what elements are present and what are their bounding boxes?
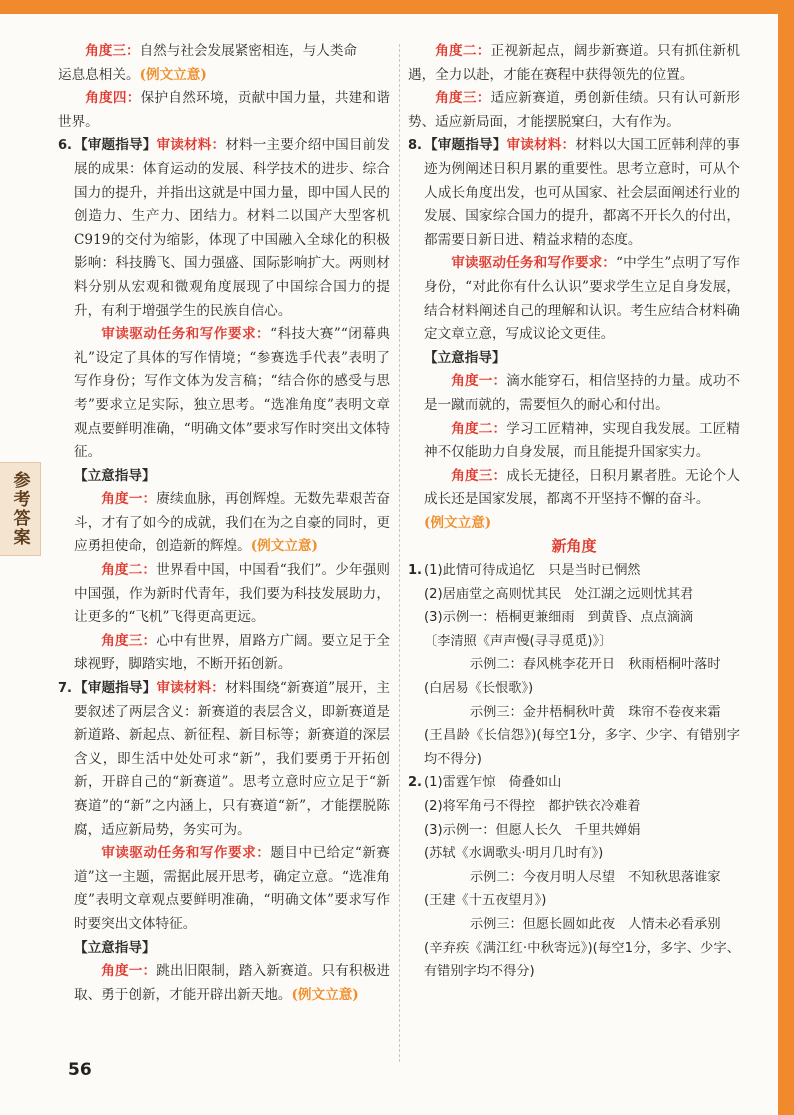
bracket-heading: 【立意指导】 (74, 467, 156, 484)
answer-line: 示例三：金井梧桐秋叶黄 珠帘不卷夜来霜 (470, 704, 721, 720)
text-run: 世界看中国，中国看“我们”。少年强则中国强，作为新时代青年，我们要为科技发展助力，让更多的“飞机”飞得更高更远。 (74, 562, 390, 626)
answer-line: (1)此情可待成追忆 只是当时已惘然 (424, 563, 641, 579)
example-theme-tag (424, 512, 740, 536)
angle-paragraph (74, 488, 390, 559)
text-run: 成长无捷径，日积月累者胜。无论个人成长还是国家发展，都离不开坚持不懈的奋斗。 (424, 467, 741, 508)
theme-guide-heading (74, 937, 390, 961)
question-number: 8. (408, 138, 422, 154)
question-number: 1. (408, 563, 422, 579)
bracket-heading: 【立意指导】 (74, 939, 156, 956)
keyword-label: 角度一： (451, 373, 507, 390)
keyword-label: 角度二： (435, 43, 491, 59)
right-column (408, 40, 740, 984)
keyword-label: 审读驱动任务和写作要求： (101, 845, 271, 862)
angle-paragraph (424, 418, 740, 465)
right-accent-bar (778, 0, 794, 1115)
question-body (424, 134, 740, 535)
side-tab-answers (0, 462, 41, 556)
keyword-label: 审读材料： (156, 680, 225, 697)
question-number: 7. (58, 681, 72, 697)
keyword-label: 审读材料： (506, 137, 576, 154)
keyword-label: 角度三： (85, 43, 140, 59)
question-number: 2. (408, 775, 422, 791)
answer-2 (408, 771, 740, 983)
answer-source: (白居易《长恨歌》) (424, 681, 534, 697)
answer-body (424, 771, 740, 983)
task-requirement (424, 252, 740, 346)
keyword-label: 角度三： (101, 632, 157, 649)
answer-line: 示例二：春风桃李花开日 秋雨梧桐叶落时 (470, 657, 721, 673)
theme-guide-heading (74, 465, 390, 489)
review-guide (74, 677, 390, 842)
question-8 (408, 134, 740, 535)
angle-paragraph (58, 87, 390, 134)
keyword-label: 角度二： (451, 420, 507, 437)
keyword-label: 审读材料： (156, 137, 226, 154)
text-run: 保护自然环境，贡献中国力量，共建和谐世界。 (58, 90, 391, 130)
example-theme-tag: (例文立意) (139, 66, 207, 83)
text-run: 题目中已给定“新赛道”这一主题，需据此展开思考，确定立意。“选准角度”表明文章观点要鲜明准确，“明确文体”要求写作时要突出文体特征。 (74, 845, 391, 932)
text-run: 材料以大国工匠韩利萍的事迹为例阐述日积月累的重要性。思考立意时，可从个人成长角度出发，也可从国家、社会层面阐述行业的发展、国家综合国力的提升，都离不开长久的付出，都需要日新日进、精益求精的态度。 (424, 137, 741, 248)
answer-source: (苏轼《水调歌头·明月几时有》) (424, 846, 604, 862)
bracket-heading: 【审题指导】 (74, 680, 157, 697)
keyword-label: 角度二： (101, 562, 157, 579)
example-theme-tag: (例文立意) (291, 986, 359, 1003)
angle-paragraph (58, 40, 390, 64)
bracket-heading: 【审题指导】 (74, 137, 157, 154)
theme-guide-heading (424, 347, 740, 371)
text-run: 自然与社会发展紧密相连，与人类命 (139, 43, 358, 59)
answer-source: (王建《十五夜望月》) (424, 893, 547, 909)
review-guide (424, 134, 740, 252)
answer-source: (辛弃疾《满江红·中秋寄远》)(每空1分，多字、少字、有错别字均不得分) (424, 940, 740, 980)
text-run: 赓续血脉，再创辉煌。无数先辈艰苦奋斗，才有了如今的成就，我们在为之自豪的同时，更应勇担使命，创造新的辉煌。 (74, 491, 391, 555)
text-run: 材料一主要介绍中国目前发展的成果：体育运动的发展、科学技术的进步、综合国力的提升，并指出这就是中国力量，即中国人民的创造力、生产力、团结力。材料二以国产大型客机C919的交付为缩影，体现了中国融入全球化的积极影响：科技腾飞、国力强盛、国际影响扩大。两则材料分别从宏观和微观角度展现了中国综合国力的提升，有利于增强学生的民族自信心。 (74, 137, 391, 319)
text-run: 材料围绕“新赛道”展开，主要叙述了两层含义：新赛道的表层含义，即新赛道是新道路、新起点、新征程、新目标等；新赛道的深层含义，即生活中处处可求“新”，我们要勇于开拓创新，开辟自己的“新赛道”。思考立意时应立足于“新赛道”的“新”之内涵上，只有赛道“新”，才能摆脱陈腐，适应新局势，务实可为。 (74, 680, 391, 838)
bracket-heading: 【审题指导】 (424, 137, 507, 154)
angle-paragraph (74, 960, 390, 1007)
answer-line: (3)示例一：梧桐更兼细雨 到黄昏、点点滴滴 (424, 610, 694, 626)
bracket-heading: 【立意指导】 (424, 349, 506, 366)
text-run: 跳出旧限制，踏入新赛道。只有积极进取、勇于创新，才能开辟出新天地。 (74, 963, 391, 1003)
keyword-label: 角度三： (451, 467, 507, 484)
answer-line: 示例三：但愿长圆如此夜 人情未必看承别 (470, 916, 721, 932)
left-column (58, 40, 390, 1007)
side-tab-label: 参考答案 (9, 471, 30, 547)
answer-body (424, 559, 740, 771)
answer-line: (1)雷霆乍惊 倚叠如山 (424, 775, 562, 791)
keyword-label: 角度三： (435, 90, 491, 107)
angle-paragraph (424, 370, 740, 417)
text-run: 适应新赛道，勇创新佳绩。只有认可新形势、适应新局面，才能摆脱窠臼，大有作为。 (408, 90, 741, 130)
keyword-label: 角度一： (101, 963, 157, 980)
keyword-label: 审读驱动任务和写作要求： (451, 255, 617, 272)
text-run: 滴水能穿石，相信坚持的力量。成功不是一蹴而就的，需要恒久的耐心和付出。 (424, 373, 741, 413)
answer-source: 〔李清照《声声慢(寻寻觅觅)》〕 (424, 633, 613, 649)
example-theme-tag: (例文立意) (424, 514, 492, 531)
review-guide (74, 134, 390, 323)
text-run: 正视新起点，阔步新赛道。只有抓住新机遇，全力以赴，才能在赛程中获得领先的位置。 (408, 43, 741, 83)
text-run: 学习工匠精神，实现自我发展。工匠精神不仅能助力自身发展，而且能提升国家实力。 (424, 420, 741, 461)
question-body (74, 677, 390, 1007)
question-body (74, 134, 390, 677)
text-run: “中学生”点明了写作身份，“对此你有什么认识”要求学生立足自身发展，结合材料阐述自己的理解和认识。考生应结合材料确定文章立意，写成议论文更佳。 (424, 255, 740, 343)
task-requirement (74, 842, 390, 936)
keyword-label: 角度一： (101, 491, 157, 508)
question-6 (58, 134, 390, 677)
example-theme-tag: (例文立意) (250, 538, 318, 555)
answer-line: (2)居庙堂之高则忧其民 处江湖之远则忧其君 (424, 586, 694, 602)
column-divider (399, 44, 400, 1062)
angle-paragraph (408, 40, 740, 87)
angle-paragraph (408, 87, 740, 134)
angle-paragraph-cont (58, 64, 390, 88)
top-accent-bar (0, 0, 794, 14)
section-title: 新角度 (551, 537, 597, 556)
answer-line: (3)示例一：但愿人长久 千里共婵娟 (424, 822, 641, 838)
angle-paragraph (74, 559, 390, 630)
text-run: 心中有世界，眉路方广阔。要立足于全球视野，脚踏实地，不断开拓创新。 (74, 632, 391, 673)
question-number: 6. (58, 138, 72, 154)
answer-1 (408, 559, 740, 771)
angle-paragraph (74, 630, 390, 677)
question-7 (58, 677, 390, 1007)
angle-paragraph (424, 465, 740, 512)
answer-source: (王昌龄《长信怨》)(每空1分，多字、少字、有错别字均不得分) (424, 728, 740, 767)
text-run: 运息息相关。 (58, 66, 140, 83)
task-requirement (74, 323, 390, 465)
keyword-label: 角度四： (85, 90, 141, 107)
text-run: “科技大赛”“闭幕典礼”设定了具体的写作情境；“参赛选手代表”表明了写作身份；写作文体为发言稿；“结合你的感受与思考”要求立足实际，独立思考。“选准角度”表明文章观点要鲜明准确，“明确文体”要求写作时突出文体特征。 (74, 326, 390, 461)
keyword-label: 审读驱动任务和写作要求： (101, 326, 271, 343)
answer-line: 示例二：今夜月明人尽望 不知秋思落谁家 (470, 869, 721, 885)
page-number: 56 (68, 1060, 92, 1080)
answer-line: (2)将军角弓不得控 都护铁衣冷难着 (424, 799, 641, 814)
